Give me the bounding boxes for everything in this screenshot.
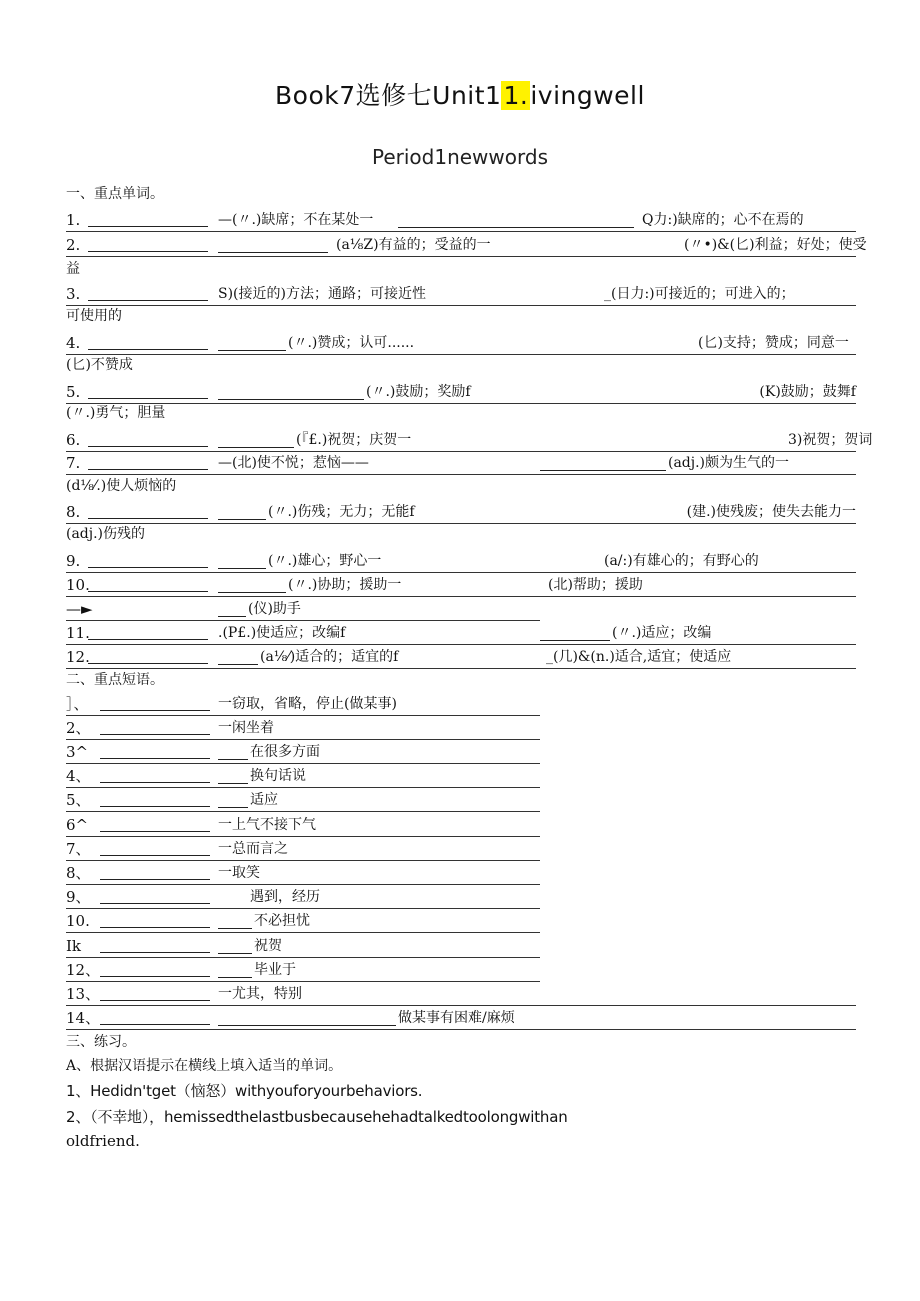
answer-blank[interactable] [88,469,208,470]
page-subtitle: Period1newwords [371,145,548,169]
phrase-number: 10. [66,912,90,930]
word-number: 10. [66,576,90,594]
rule-line [66,354,856,355]
answer-blank[interactable] [100,903,210,904]
answer-blank[interactable] [100,758,210,759]
rule-line [66,403,856,404]
word-clue-2: (北)帮助；援助 [548,577,643,593]
answer-blank[interactable] [218,384,364,400]
word-number: 9. [66,552,81,570]
word-clue-1: (〃.)赞成；认可...... [288,335,415,351]
phrase-number: Ik [66,937,82,955]
phrase-meaning: 一尤其，特别 [218,986,302,1002]
word-row [66,597,540,621]
phrase-number: 3^ [66,743,89,761]
title-post: ivingwell [530,81,645,110]
answer-blank[interactable] [218,432,294,448]
phrase-meaning: 换句话说 [250,768,306,784]
word-clue-2: (建.)使残废；使失去能力一 [686,504,856,520]
answer-blank[interactable] [88,349,208,350]
word-number: 5. [66,383,81,401]
word-continuation: (〃.)勇气；胆量 [66,405,166,421]
answer-blank[interactable] [218,768,248,784]
word-clue-1: —(北)使不悦；惹恼—— [218,455,369,471]
phrase-row [66,788,540,812]
word-number: 8. [66,503,81,521]
answer-blank[interactable] [88,663,208,664]
word-clue-2: (a/:)有雄心的；有野心的 [604,553,759,569]
answer-blank[interactable] [218,913,252,929]
exercise-sentence-2: 2、（不幸地），hemissedthelastbusbecausehehadtalkedtoolongwithan [66,1108,568,1126]
answer-blank[interactable] [218,577,286,593]
word-row [66,428,873,452]
phrase-meaning: 毕业于 [254,962,296,978]
answer-blank[interactable] [218,744,248,760]
word-row [66,549,856,573]
word-clue-1: (〃.)雄心；野心一 [268,553,382,569]
phrase-meaning: 在很多方面 [250,744,320,760]
answer-blank[interactable] [88,398,208,399]
phrase-row [66,716,540,740]
answer-blank[interactable] [88,251,208,252]
word-number: 7. [66,454,81,472]
phrase-meaning: 不必担忧 [254,913,310,929]
phrase-meaning: 一总而言之 [218,841,288,857]
phrase-number: 12、 [66,961,101,979]
phrase-row [66,885,540,909]
word-row [66,282,856,306]
answer-blank[interactable] [100,855,210,856]
exercise-sentence-1: 1、Hedidn'tget（恼怒）withyouforyourbehaviors. [66,1082,423,1100]
word-row [66,208,856,232]
phrase-row [66,1006,856,1030]
word-number: 3. [66,285,81,303]
answer-blank[interactable] [100,1024,210,1025]
answer-blank[interactable] [218,938,252,954]
word-clue-2: (K)鼓励；鼓舞f [759,384,856,400]
word-continuation: 可使用的 [66,308,122,324]
word-number: —► [66,600,93,618]
answer-blank[interactable] [218,962,252,978]
word-clue-2: _(几)&(n.)适合,适宜；使适应 [546,649,732,665]
phrase-row [66,813,540,837]
answer-blank[interactable] [88,446,208,447]
phrase-row [66,740,540,764]
word-clue-2: (adj.)颇为生气的一 [668,455,790,471]
word-number: 6. [66,431,81,449]
answer-blank[interactable] [218,504,266,520]
answer-blank[interactable] [218,335,286,351]
word-clue-1: .(P£.)使适应；改编f [218,625,346,641]
word-clue-1: (a⅛Z)有益的；受益的一 [336,237,491,253]
word-clue-2: (〃•)&(匕)利益；好处；使受 [684,237,867,253]
word-continuation: (d⅛⁄.)使人烦恼的 [66,478,177,494]
word-clue-1: (『£.)祝贺；庆贺一 [296,432,412,448]
exercise-instruction: A、根据汉语提示在横线上填入适当的单词。 [66,1058,343,1074]
word-clue-2: _(日力:)可接近的；可进入的； [604,286,795,302]
phrase-number: 13、 [66,985,101,1003]
phrase-number: 5、 [66,791,91,809]
phrase-row [66,764,540,788]
word-clue-1: (〃.)伤残；无力；无能f [268,504,415,520]
word-continuation: (adj.)伤残的 [66,526,146,542]
word-continuation: (匕)不赞成 [66,357,133,373]
phrase-row [66,909,540,933]
word-clue-2: (匕)支持；赞成；同意一 [698,335,849,351]
page-title [0,76,920,112]
phrase-number: 8、 [66,864,91,882]
rule-line [66,668,856,669]
phrase-row [66,861,540,885]
word-row [66,451,856,475]
rule-line [66,256,856,257]
word-clue-2: 3)祝贺；贺词 [788,432,873,448]
answer-blank[interactable] [88,300,208,301]
answer-blank[interactable] [100,831,210,832]
title-highlight: 1. [503,81,529,110]
phrase-row [66,692,540,716]
answer-blank[interactable] [100,710,210,711]
answer-blank[interactable] [100,734,210,735]
answer-blank[interactable] [88,591,208,592]
answer-blank[interactable] [100,976,210,977]
rule-line [66,811,540,812]
phrase-number: 4、 [66,767,91,785]
word-number: 4. [66,334,81,352]
answer-blank[interactable] [88,639,208,640]
answer-blank[interactable] [218,1010,396,1026]
word-row [66,573,856,597]
word-clue-2: (〃.)适应；改编 [612,625,712,641]
word-clue-1: (仪)助手 [248,601,301,617]
phrase-meaning: 一取笑 [218,865,260,881]
phrase-row [66,837,540,861]
word-row [66,500,856,524]
answer-blank[interactable] [218,601,246,617]
rule-line [66,1029,856,1030]
phrase-number: 14、 [66,1009,101,1027]
phrase-row [66,934,540,958]
word-row [66,621,856,645]
exercise-sentence-2-continued: oldfriend. [66,1132,140,1150]
answer-blank[interactable] [88,518,208,519]
answer-blank[interactable] [218,553,266,569]
word-clue-1: —(〃.)缺席；不在某处一 [218,212,374,228]
word-row [66,645,856,669]
answer-blank[interactable] [100,952,210,953]
section-heading-words: 一、重点单词。 [66,186,164,202]
rule-line [66,523,856,524]
phrase-number: 9、 [66,888,91,906]
word-number: 1. [66,211,81,229]
phrase-number: ］、 [66,695,89,713]
phrase-number: 6^ [66,816,89,834]
phrase-meaning: 祝贺 [254,938,282,954]
answer-blank[interactable] [88,567,208,568]
word-clue-1: (〃.)协助；援助一 [288,577,402,593]
answer-blank[interactable] [100,1000,210,1001]
section-heading-practice: 三、练习。 [66,1034,136,1050]
rule-line [66,474,856,475]
answer-blank[interactable] [100,782,210,783]
word-number: 12. [66,648,90,666]
answer-blank[interactable] [88,226,208,227]
word-clue-1: (〃.)鼓励；奖励f [366,384,471,400]
answer-blank[interactable] [540,455,666,471]
phrase-row [66,982,856,1006]
word-number: 11. [66,624,90,642]
word-clue-1: S)(接近的)方法；通路；可接近性 [218,286,426,302]
title-pre: Book7选修七Unit1 [275,81,502,110]
word-row [66,380,856,404]
section-heading-phrases: 二、重点短语。 [66,672,164,688]
word-row [66,233,867,257]
phrase-number: 7、 [66,840,91,858]
answer-blank[interactable] [218,237,328,253]
phrase-meaning: 做某事有困难/麻烦 [398,1010,515,1026]
word-clue-2: Q力:)缺席的；心不在焉的 [642,212,804,228]
word-continuation: 益 [66,261,80,277]
answer-blank[interactable] [540,625,610,641]
phrase-meaning: 一窃取，省略，停止(做某事) [218,696,397,712]
word-row [66,331,856,355]
answer-blank[interactable] [218,792,248,808]
answer-blank[interactable] [100,806,210,807]
word-clue-1: (a⅛⁄)适合的；适宜的f [260,649,399,665]
phrase-number: 2、 [66,719,91,737]
answer-blank[interactable] [398,212,634,228]
phrase-meaning: 适应 [250,792,278,808]
phrase-meaning: 一上气不接下气 [218,817,316,833]
answer-blank[interactable] [100,879,210,880]
answer-blank[interactable] [218,649,258,665]
rule-line [66,932,540,933]
answer-blank[interactable] [100,927,210,928]
phrase-row [66,958,540,982]
phrase-meaning: 遇到，经历 [250,889,320,905]
word-number: 2. [66,236,81,254]
rule-line [66,305,856,306]
phrase-meaning: 一闲坐着 [218,720,274,736]
rule-line [66,231,856,232]
